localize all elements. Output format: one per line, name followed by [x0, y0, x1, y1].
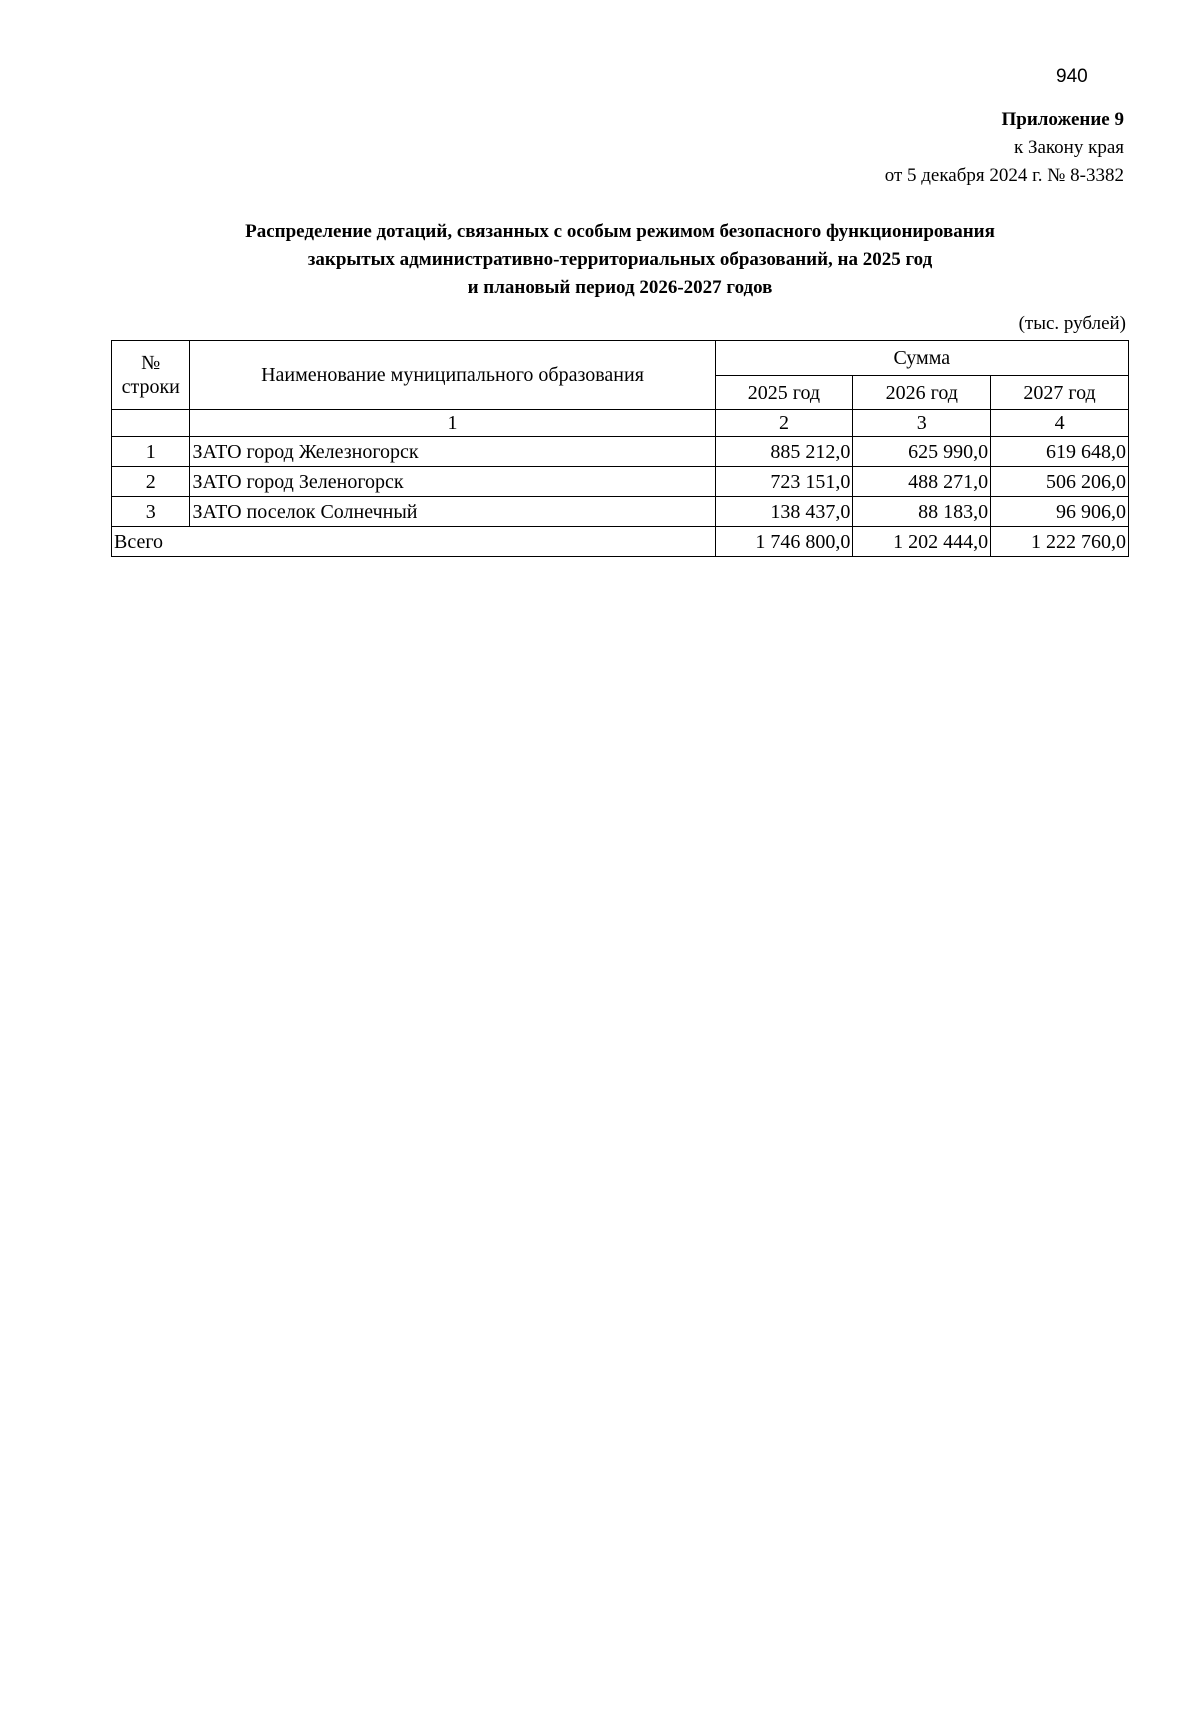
row-number: 2 — [112, 467, 190, 497]
appendix-block — [885, 106, 1124, 190]
total-label: Всего — [112, 527, 716, 557]
title-line-2: закрытых административно-территориальных образований, на 2025 год — [307, 249, 933, 270]
municipality-name: ЗАТО город Зеленогорск — [190, 467, 715, 497]
header-year-2027: 2027 год — [991, 376, 1129, 410]
header-year-2026: 2026 год — [853, 376, 991, 410]
amount-2025: 138 437,0 — [715, 497, 853, 527]
header-sum: Сумма — [715, 341, 1128, 376]
header-row-no: № строки — [112, 341, 190, 410]
total-2026: 1 202 444,0 — [853, 527, 991, 557]
amount-2026: 88 183,0 — [853, 497, 991, 527]
appendix-title: Приложение 9 — [1001, 109, 1124, 130]
column-number-4: 4 — [991, 410, 1129, 437]
title-line-3: и плановый период 2026-2027 годов — [467, 277, 773, 298]
total-row — [112, 527, 1129, 557]
document-title — [110, 218, 1130, 302]
header-year-2025: 2025 год — [715, 376, 853, 410]
total-2027: 1 222 760,0 — [991, 527, 1129, 557]
table-row — [112, 437, 1129, 467]
header-name: Наименование муниципального образования — [190, 341, 715, 410]
total-2025: 1 746 800,0 — [715, 527, 853, 557]
row-number: 3 — [112, 497, 190, 527]
column-number-3: 3 — [853, 410, 991, 437]
amount-2025: 723 151,0 — [715, 467, 853, 497]
amount-2027: 506 206,0 — [991, 467, 1129, 497]
appendix-law-ref: к Закону края — [1013, 137, 1124, 158]
appendix-date-ref: от 5 декабря 2024 г. № 8-3382 — [884, 165, 1124, 186]
page-number: 940 — [1056, 66, 1088, 87]
title-line-1: Распределение дотаций, связанных с особым режимом безопасного функционирования — [245, 221, 995, 242]
column-numbers-row — [112, 410, 1129, 437]
table-row — [112, 467, 1129, 497]
dotations-table — [111, 340, 1129, 557]
header-row — [112, 341, 1129, 376]
amount-2025: 885 212,0 — [715, 437, 853, 467]
column-number-2: 2 — [715, 410, 853, 437]
column-number-empty — [112, 410, 190, 437]
units-label: (тыс. рублей) — [1018, 313, 1126, 334]
municipality-name: ЗАТО поселок Солнечный — [190, 497, 715, 527]
amount-2026: 625 990,0 — [853, 437, 991, 467]
municipality-name: ЗАТО город Железногорск — [190, 437, 715, 467]
amount-2027: 619 648,0 — [991, 437, 1129, 467]
amount-2026: 488 271,0 — [853, 467, 991, 497]
amount-2027: 96 906,0 — [991, 497, 1129, 527]
row-number: 1 — [112, 437, 190, 467]
table-row — [112, 497, 1129, 527]
column-number-1: 1 — [190, 410, 715, 437]
